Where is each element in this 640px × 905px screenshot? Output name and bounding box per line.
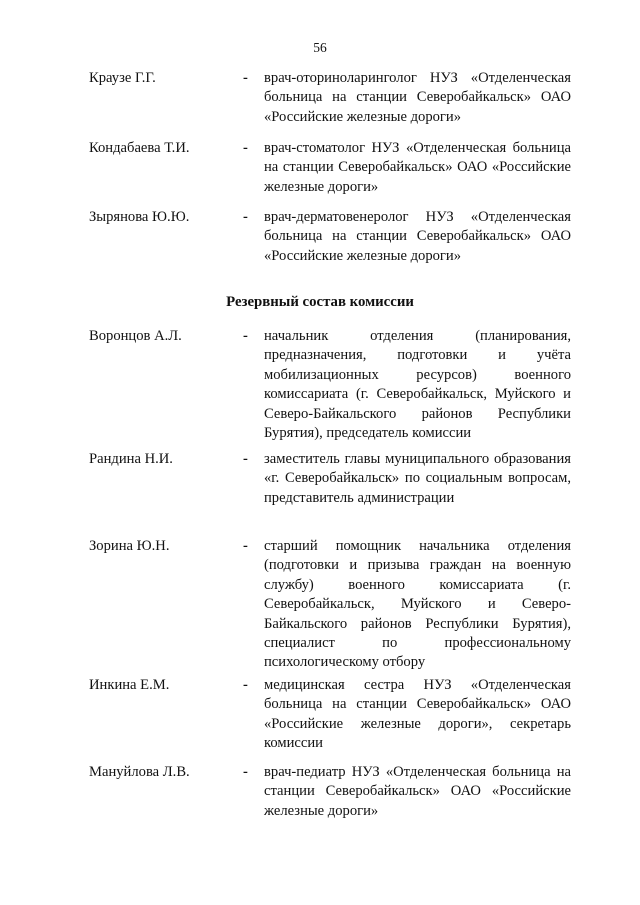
member-name: Воронцов А.Л. [89,328,182,344]
member-description: старший помощник начальника отделения (подготовки и призыва граждан на военную службу) военного комиссариата (г. Северобайкальск, Муйского и Северо-Байкальского районов Республики Бурятия), специалист по профессиональному психологическому отбору [264,538,571,671]
dash: - [243,140,248,156]
member-name: Инкина Е.М. [89,677,170,693]
member-description: врач-педиатр НУЗ «Отделенческая больница на станции Северобайкальск» ОАО «Российские железные дороги» [264,764,571,819]
member-name: Мануйлова Л.В. [89,764,190,780]
member-description: начальник отделения (планирования, предназначения, подготовки и учёта мобилизационных ресурсов) военного комиссариата (г. Северобайкальск, Муйского и Северо-Байкальского районов Республики Бурятия), председатель комиссии [264,328,571,442]
member-description: врач-стоматолог НУЗ «Отделенческая больница на станции Северобайкальск» ОАО «Российские железные дороги» [264,140,571,195]
dash: - [243,677,248,693]
member-description: врач-оториноларинголог НУЗ «Отделенческая больница на станции Северобайкальск» ОАО «Российские железные дороги» [264,70,571,125]
dash: - [243,70,248,86]
dash: - [243,451,248,467]
member-name: Зырянова Ю.Ю. [89,209,190,225]
member-name: Кондабаева Т.И. [89,140,190,156]
member-description: медицинская сестра НУЗ «Отделенческая больница на станции Северобайкальск» ОАО «Российские железные дороги», секретарь комиссии [264,677,571,752]
dash: - [243,328,248,344]
page-number: 56 [313,40,327,55]
member-description: заместитель главы муниципального образования «г. Северобайкальск» по социальным вопросам, представитель администрации [264,451,571,506]
section-heading: Резервный состав комиссии [226,294,414,310]
member-name: Зорина Ю.Н. [89,538,170,554]
dash: - [243,538,248,554]
member-name: Рандина Н.И. [89,451,173,467]
member-name: Краузе Г.Г. [89,70,156,86]
member-description: врач-дерматовенеролог НУЗ «Отделенческая больница на станции Северобайкальск» ОАО «Российские железные дороги» [264,209,571,264]
dash: - [243,209,248,225]
dash: - [243,764,248,780]
